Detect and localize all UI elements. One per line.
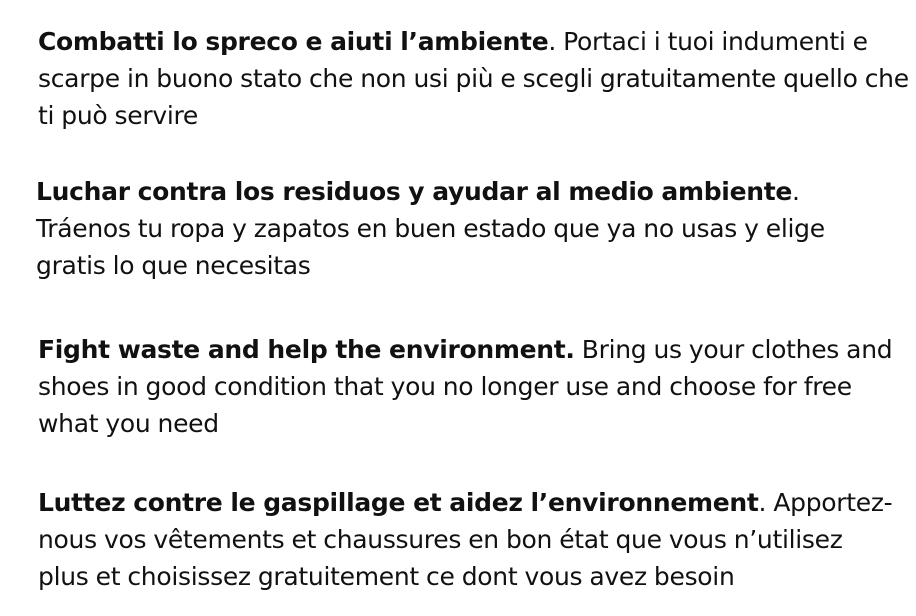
paragraph-french-body: . Apportez-nous vos vêtements et chaussures en bon état que vous n’utilisez plus et choisissez gratuitement ce dont vous avez besoin bbox=[38, 488, 893, 591]
paragraph-spanish-body: . Tráenos tu ropa y zapatos en buen estado que ya no usas y elige gratis lo que necesitas bbox=[36, 177, 825, 280]
paragraph-english-heading: Fight waste and help the environment. bbox=[38, 335, 575, 364]
paragraph-italian bbox=[38, 23, 914, 134]
paragraph-italian-heading: Combatti lo spreco e aiuti l’ambiente bbox=[38, 27, 549, 56]
paragraph-italian-body: . Portaci i tuoi indumenti e scarpe in buono stato che non usi più e scegli gratuitamente quello che ti può servire bbox=[38, 27, 909, 130]
paragraph-english bbox=[38, 331, 898, 442]
paragraph-french bbox=[38, 484, 900, 595]
paragraph-spanish bbox=[36, 173, 886, 284]
paragraph-spanish-heading: Luchar contra los residuos y ayudar al medio ambiente bbox=[36, 177, 793, 206]
paragraph-english-body: Bring us your clothes and shoes in good condition that you no longer use and choose for free what you need bbox=[38, 335, 893, 438]
paragraph-french-heading: Luttez contre le gaspillage et aidez l’environnement bbox=[38, 488, 759, 517]
